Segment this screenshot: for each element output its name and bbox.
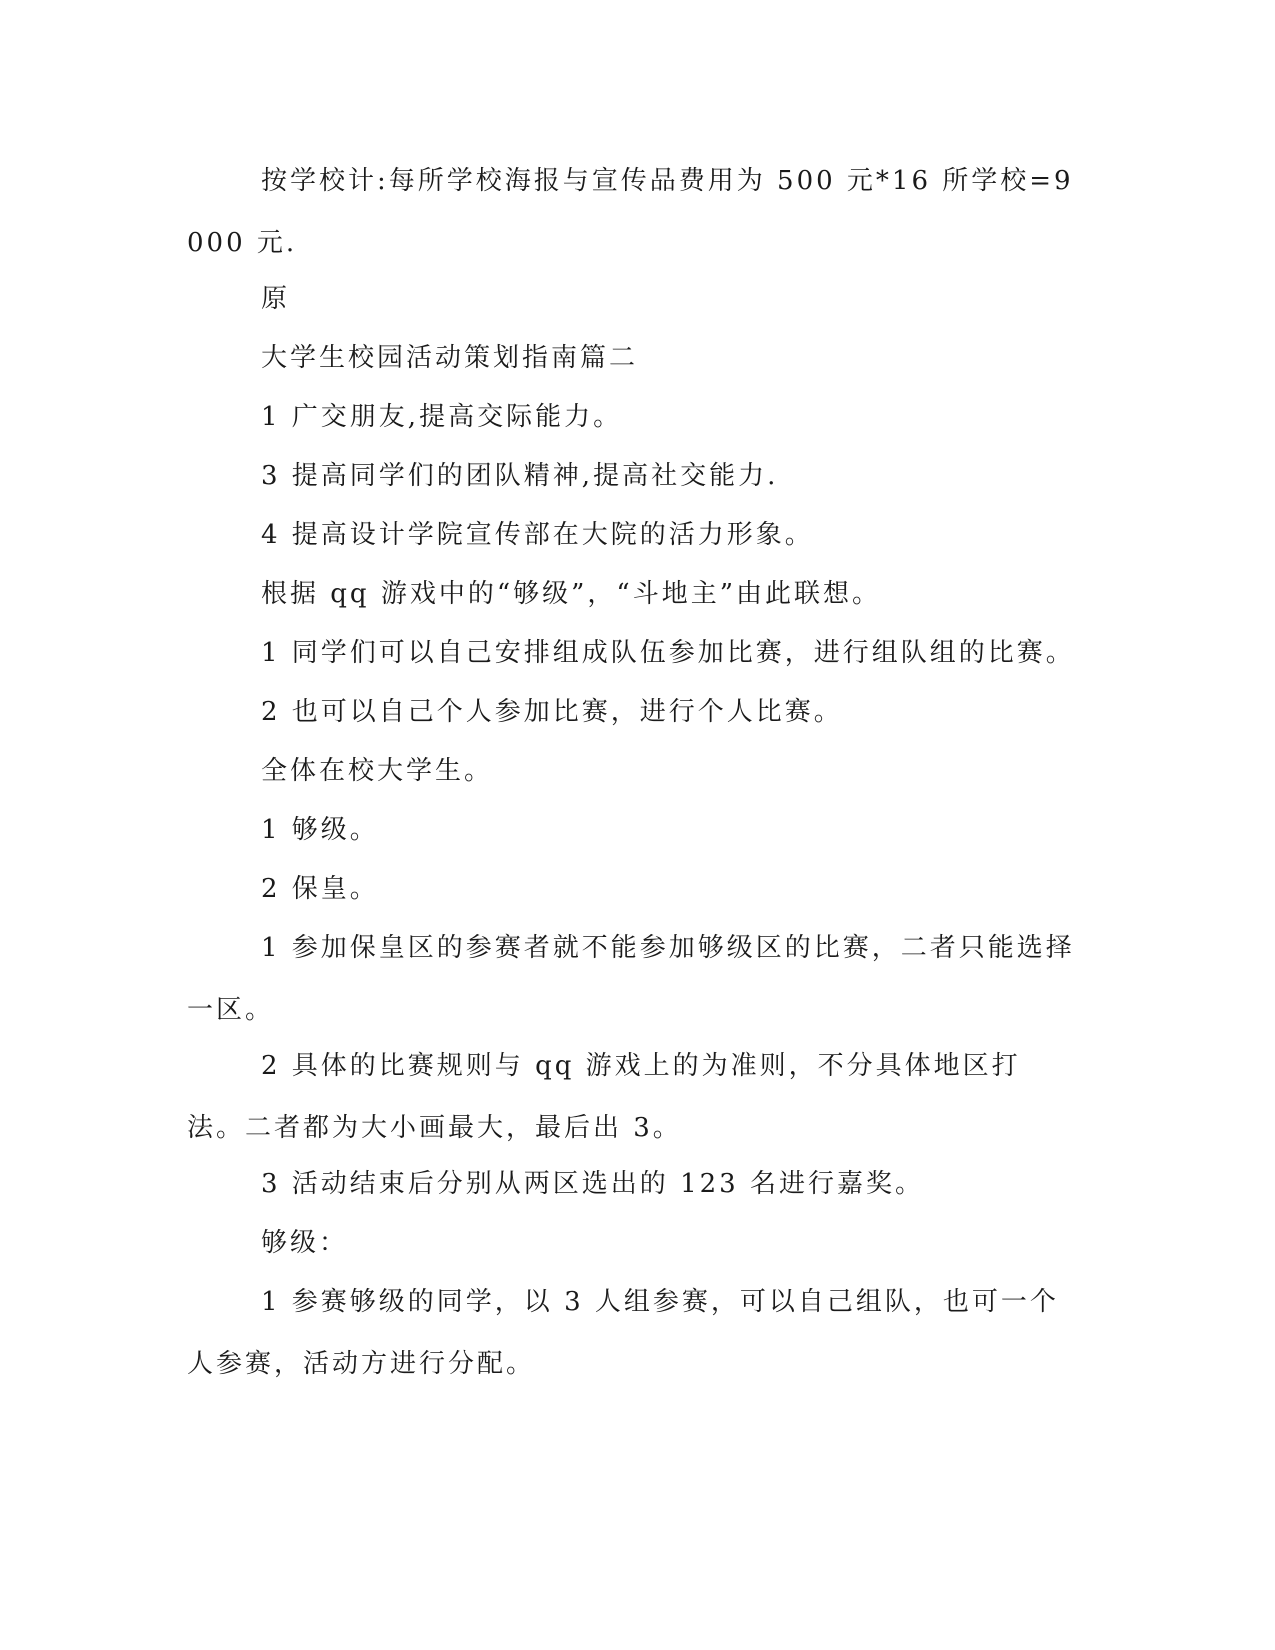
rule-item-3: 3 活动结束后分别从两区选出的 123 名进行嘉奖。 bbox=[261, 1169, 924, 1199]
paragraph-poster-cost: 按学校计:每所学校海报与宣传品费用为 500 元*16 所学校=9000 元. bbox=[187, 166, 1074, 258]
rule-item-1: 1 参加保皇区的参赛者就不能参加够级区的比赛，二者只能选择一区。 bbox=[187, 933, 1075, 1025]
goal-item-3: 3 提高同学们的团队精神,提高社交能力. bbox=[261, 461, 779, 491]
subheading-gouji: 够级： bbox=[261, 1228, 349, 1258]
format-item-2: 2 也可以自己个人参加比赛，进行个人比赛。 bbox=[261, 697, 843, 727]
game-item-2: 2 保皇。 bbox=[261, 874, 379, 904]
paragraph-yuan: 原 bbox=[261, 284, 291, 314]
paragraph-participants: 全体在校大学生。 bbox=[261, 756, 494, 786]
rule-item-2: 2 具体的比赛规则与 qq 游戏上的为准则，不分具体地区打法。二者都为大小画最大，最后出 3。 bbox=[187, 1051, 1021, 1143]
section-heading: 大学生校园活动策划指南篇二 bbox=[261, 343, 639, 373]
gouji-rule-1: 1 参赛够级的同学，以 3 人组参赛，可以自己组队，也可一个人参赛，活动方进行分配。 bbox=[187, 1287, 1059, 1379]
goal-item-1: 1 广交朋友,提高交际能力。 bbox=[261, 402, 623, 432]
format-item-1: 1 同学们可以自己安排组成队伍参加比赛，进行组队组的比赛。 bbox=[261, 638, 1075, 668]
game-item-1: 1 够级。 bbox=[261, 815, 379, 845]
goal-item-4: 4 提高设计学院宣传部在大院的活力形象。 bbox=[261, 520, 814, 550]
paragraph-inspiration: 根据 qq 游戏中的“够级”，“斗地主”由此联想。 bbox=[261, 579, 881, 609]
